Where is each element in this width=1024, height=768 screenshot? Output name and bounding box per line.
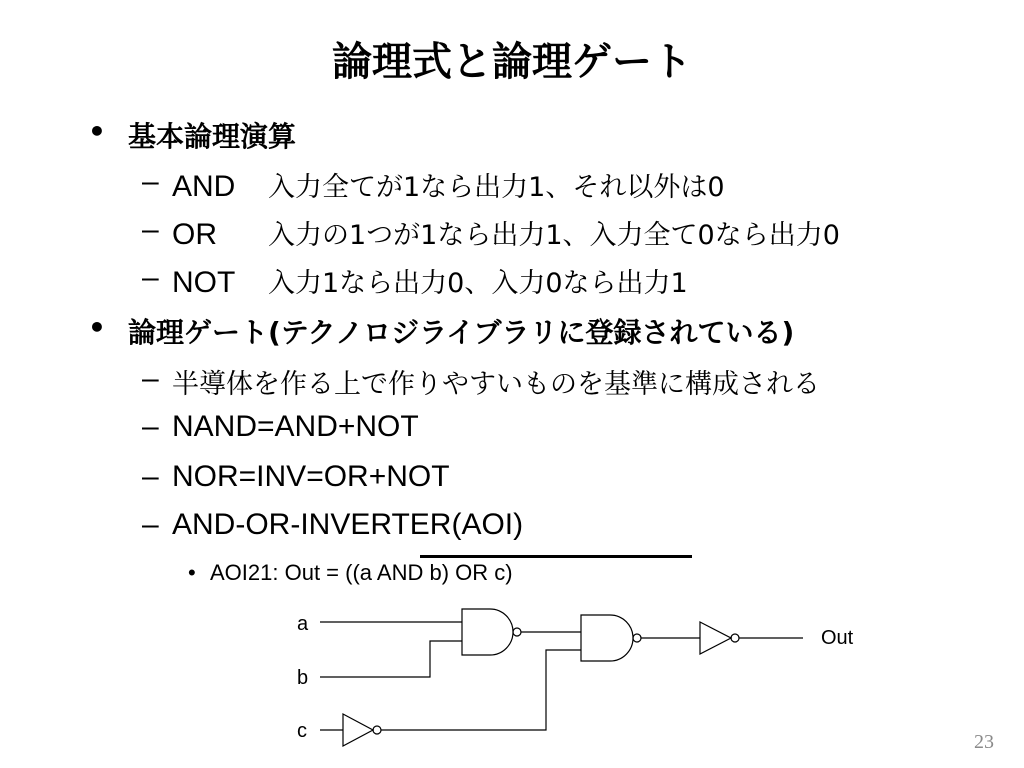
nand-gate-2 xyxy=(581,615,633,661)
input-c-inverter xyxy=(343,714,373,746)
dash-mark: – xyxy=(142,165,159,198)
dash-mark: – xyxy=(142,261,159,294)
nand-gate-1-bubble xyxy=(513,628,521,636)
label-input-b: b xyxy=(297,667,309,689)
bullet-text: AND-OR-INVERTER(AOI) xyxy=(172,508,524,541)
bullet-text: 入力全てが1なら出力1、それ以外は0 xyxy=(268,172,725,203)
bullet-text: 入力1なら出力0、入力0なら出力1 xyxy=(268,268,688,299)
wire-b xyxy=(320,641,462,677)
bullet-text: 基本論理演算 xyxy=(128,120,297,153)
dash-mark: – xyxy=(142,362,159,395)
bullet-text: AOI21: Out = ((a AND b) OR c) xyxy=(210,560,513,585)
bullet-text: NAND=AND+NOT xyxy=(172,410,419,443)
bullet-mark: • xyxy=(188,560,196,585)
label-input-c: c xyxy=(297,720,307,742)
bullet-text: 入力の1つが1なら出力1、入力全て0なら出力0 xyxy=(268,220,840,251)
wire-c-inv-out xyxy=(381,650,581,730)
bullet-label: NOT xyxy=(172,266,236,299)
bullet-mark: • xyxy=(88,115,106,148)
bullet-text: 半導体を作る上で作りやすいものを基準に構成される xyxy=(172,369,820,400)
output-inverter xyxy=(700,622,731,654)
page-number: 23 xyxy=(974,731,994,753)
bullet-label: AND xyxy=(172,170,236,203)
nand-gate-2-bubble xyxy=(633,634,641,642)
dash-mark: – xyxy=(142,508,159,541)
nand-gate-1 xyxy=(462,609,513,655)
bullet-text: NOR=INV=OR+NOT xyxy=(172,460,450,493)
label-input-a: a xyxy=(297,613,309,635)
bullet-text: 論理ゲート(テクノロジライブラリに登録されている) xyxy=(128,316,795,349)
dash-mark: – xyxy=(142,213,159,246)
bullet-mark: • xyxy=(88,311,106,344)
slide-title: 論理式と論理ゲート xyxy=(332,39,692,85)
label-output: Out xyxy=(821,627,854,649)
dash-mark: – xyxy=(142,410,159,443)
bullet-label: OR xyxy=(172,218,217,251)
dash-mark: – xyxy=(142,460,159,493)
